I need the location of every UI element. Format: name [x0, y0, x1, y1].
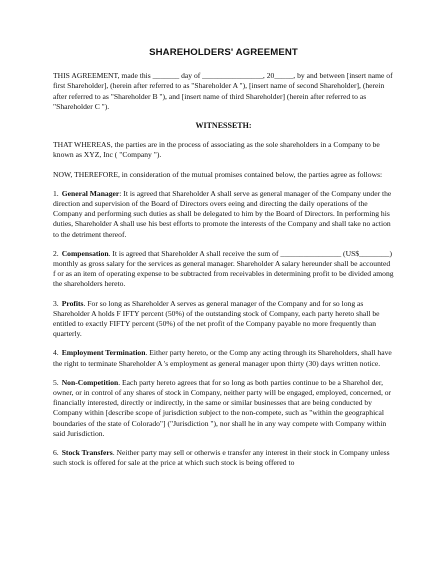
section-heading: Employment Termination: [61, 348, 146, 358]
section-body: . Either party hereto, or the Comp any acting through its Shareholders, shall have the right to terminate Shareholder A 's employment as general manager upon thirty (30) days written notice.: [53, 348, 392, 368]
section-employment-termination: [53, 348, 394, 368]
section-general-manager: [53, 189, 394, 240]
section-heading: General Manager: [61, 188, 120, 198]
section-number: 3.: [53, 298, 59, 308]
section-number: 5.: [53, 377, 59, 387]
section-profits: [53, 299, 394, 340]
section-number: 1.: [53, 188, 59, 198]
section-number: 2.: [53, 248, 59, 258]
section-number: 6.: [53, 448, 59, 458]
section-heading: Non-Competition: [61, 377, 119, 387]
section-heading: Profits: [61, 298, 84, 308]
section-non-competition: [53, 378, 394, 439]
section-stock-transfers: [53, 448, 394, 468]
intro-paragraph: THIS AGREEMENT, made this _______ day of ________________, 20_____, by and between [insert name of first Shareholder], (herein after referred to as "Shareholder A "), [insert name of second Shareholder], (herein after referred to as "Shareholder B "), and [insert name of third Shareholder] (herein after referred to as "Shareholder C ").: [53, 71, 393, 111]
section-body: : It is agreed that Shareholder A shall serve as general manager of the Company under the direction and supervision of the Board of Directors overs eeing and directing the daily operations of the Company and performing such duties as shall be delegated to him by the Board of Directors. In performing his duties, Shareholder A shall use his best efforts to promote the interests of the Company and shall take no action to the detriment thereof.: [53, 188, 392, 239]
section-body: . For so long as Shareholder A serves as general manager of the Company and for so long as Shareholder A holds F IFTY percent (50%) of the outstanding stock of Company, each party hereto shall be entitled to exactly FIFTY percent (50%) of the net profit of the Company payable no more frequently than quarterly.: [53, 298, 380, 339]
whereas-paragraph: THAT WHEREAS, the parties are in the process of associating as the sole shareholders in a Company to be known as XYZ, Inc ( "Company ").: [53, 140, 380, 160]
section-compensation: [53, 249, 394, 290]
section-heading: Compensation: [61, 248, 109, 258]
witnesseth-heading: WITNESSETH:: [195, 121, 252, 131]
document-title: SHAREHOLDERS' AGREEMENT: [149, 47, 298, 58]
section-body: . Each party hereto agrees that for so long as both parties continue to be a Sharehol der, owner, or in control of any shares of stock in Company, neither party will be engaged, employed, concerned, or financially interested, directly or indirectly, in the same or similar businesses that are being conducted by Company within [describe scope of jurisdiction subject to the non-compete, such as "within the geographical boundaries of the state of Colorado"] ("Jurisdiction "), nor shall he in any way compete with Company within said Jurisdiction.: [53, 377, 392, 438]
section-body: . Neither party may sell or otherwis e transfer any interest in their stock in Company unless such stock is offered for sale at the price at which such stock is being offered to: [53, 448, 390, 468]
section-number: 4.: [53, 348, 59, 358]
section-heading: Stock Transfers: [61, 448, 113, 458]
section-body: . It is agreed that Shareholder A shall receive the sum of ________________ (US$________) monthly as gross salary for the services as general manager. Shareholder A salary hereunder shall be accounted f or as an item of operating expense to be subtracted from receivables in determining profit to be divided among the shareholders hereto.: [53, 248, 394, 289]
now-therefore-paragraph: NOW, THEREFORE, in consideration of the mutual promises contained below, the parties agree as follows:: [53, 169, 383, 179]
